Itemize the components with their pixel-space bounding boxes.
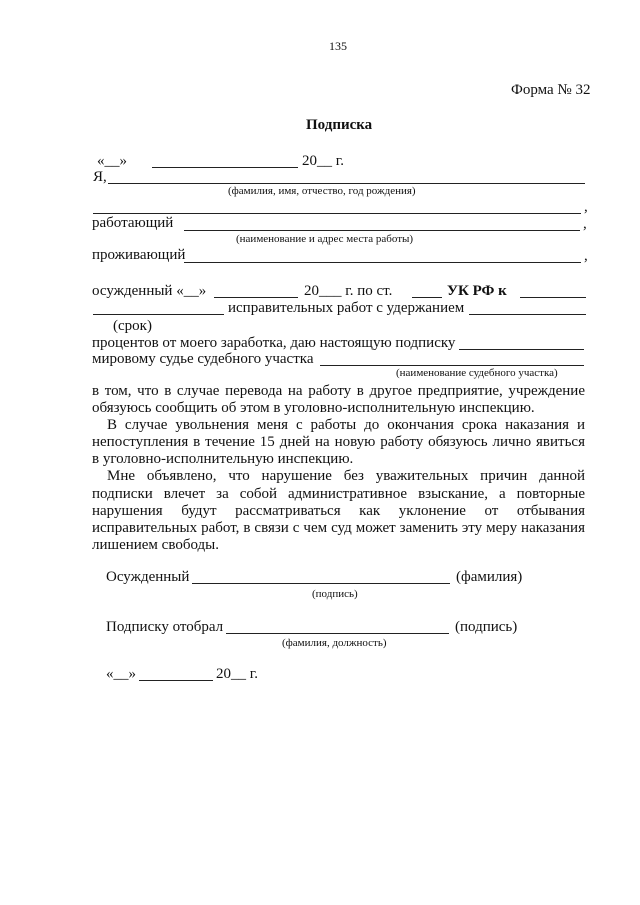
paragraph-2-line: непоступления в течение 15 дней на новую работу обязуюсь лично явиться: [92, 434, 585, 450]
work-caption: (наименование и адрес места работы): [236, 233, 414, 245]
convicted-label: осужденный «__»: [92, 283, 207, 299]
paragraph-1-line: обязуюсь сообщить об этом в уголовно-исполнительную инспекцию.: [92, 400, 535, 416]
term-line: [93, 314, 224, 315]
fio-line-2: [93, 213, 581, 214]
fio-line: [108, 183, 585, 184]
percent-label: процентов от моего заработка, даю настоящую подписку: [92, 335, 456, 351]
working-label: работающий: [92, 215, 174, 231]
taken-by-label: Подписку отобрал: [106, 619, 224, 635]
paragraph-3-line: исправительных работ, в связи с чем суд может заменить эту меру наказания: [92, 520, 585, 536]
criminal-code-label: УК РФ к: [447, 283, 507, 299]
name-position-caption: (фамилия, должность): [282, 637, 387, 649]
court-caption: (наименование судебного участка): [396, 367, 558, 379]
final-date-month-line: [139, 680, 213, 681]
signature-caption: (подпись): [312, 588, 358, 600]
form-number: Форма № 32: [511, 82, 591, 98]
correctional-work-label: исправительных работ с удержанием: [228, 300, 465, 316]
conviction-month-line: [214, 297, 298, 298]
term-caption: (срок): [113, 318, 152, 334]
date-month-line: [152, 167, 298, 168]
date-day-field: «__»: [97, 153, 127, 169]
surname-caption: (фамилия): [456, 569, 523, 585]
paragraph-3-line: Мне объявлено, что нарушение без уважительных причин данной: [107, 468, 585, 484]
magistrate-label: мировому судье судебного участка: [92, 351, 314, 367]
court-section-line: [320, 365, 584, 366]
page-title: Подписка: [306, 117, 373, 133]
deduction-line: [469, 314, 586, 315]
living-label: проживающий: [92, 247, 186, 263]
taken-by-line: [226, 633, 449, 634]
signature-right-caption: (подпись): [455, 619, 518, 635]
i-label: Я,: [93, 169, 107, 185]
convicted-signature-line: [192, 583, 450, 584]
paragraph-3-line: нарушения будут рассматриваться как уклонение от отбывания: [92, 503, 585, 519]
comma-mark: ,: [583, 216, 587, 232]
paragraph-2-line: в уголовно-исполнительную инспекцию.: [92, 451, 354, 467]
conviction-year-article: 20___ г. по ст.: [304, 283, 393, 299]
comma-mark: ,: [584, 199, 588, 215]
final-date-year: 20__ г.: [216, 666, 258, 682]
paragraph-3-line: лишением свободы.: [92, 537, 219, 553]
convicted-signature-label: Осужденный: [106, 569, 190, 585]
paragraph-3-line: подписки влечет за собой административное взыскание, а повторные: [92, 486, 585, 502]
article-line: [412, 297, 442, 298]
sentence-line: [520, 297, 586, 298]
paragraph-1-line: в том, что в случае перевода на работу в другое предприятие, учреждение: [92, 383, 585, 399]
paragraph-2-line: В случае увольнения меня с работы до окончания срока наказания и: [107, 417, 585, 433]
date-year-field: 20__ г.: [302, 153, 344, 169]
final-date-day: «__»: [106, 666, 136, 682]
work-line: [184, 230, 580, 231]
residence-line: [184, 262, 581, 263]
comma-mark: ,: [584, 248, 588, 264]
fio-caption: (фамилия, имя, отчество, год рождения): [228, 185, 416, 197]
judge-line: [459, 349, 584, 350]
page-number: 135: [329, 39, 347, 53]
